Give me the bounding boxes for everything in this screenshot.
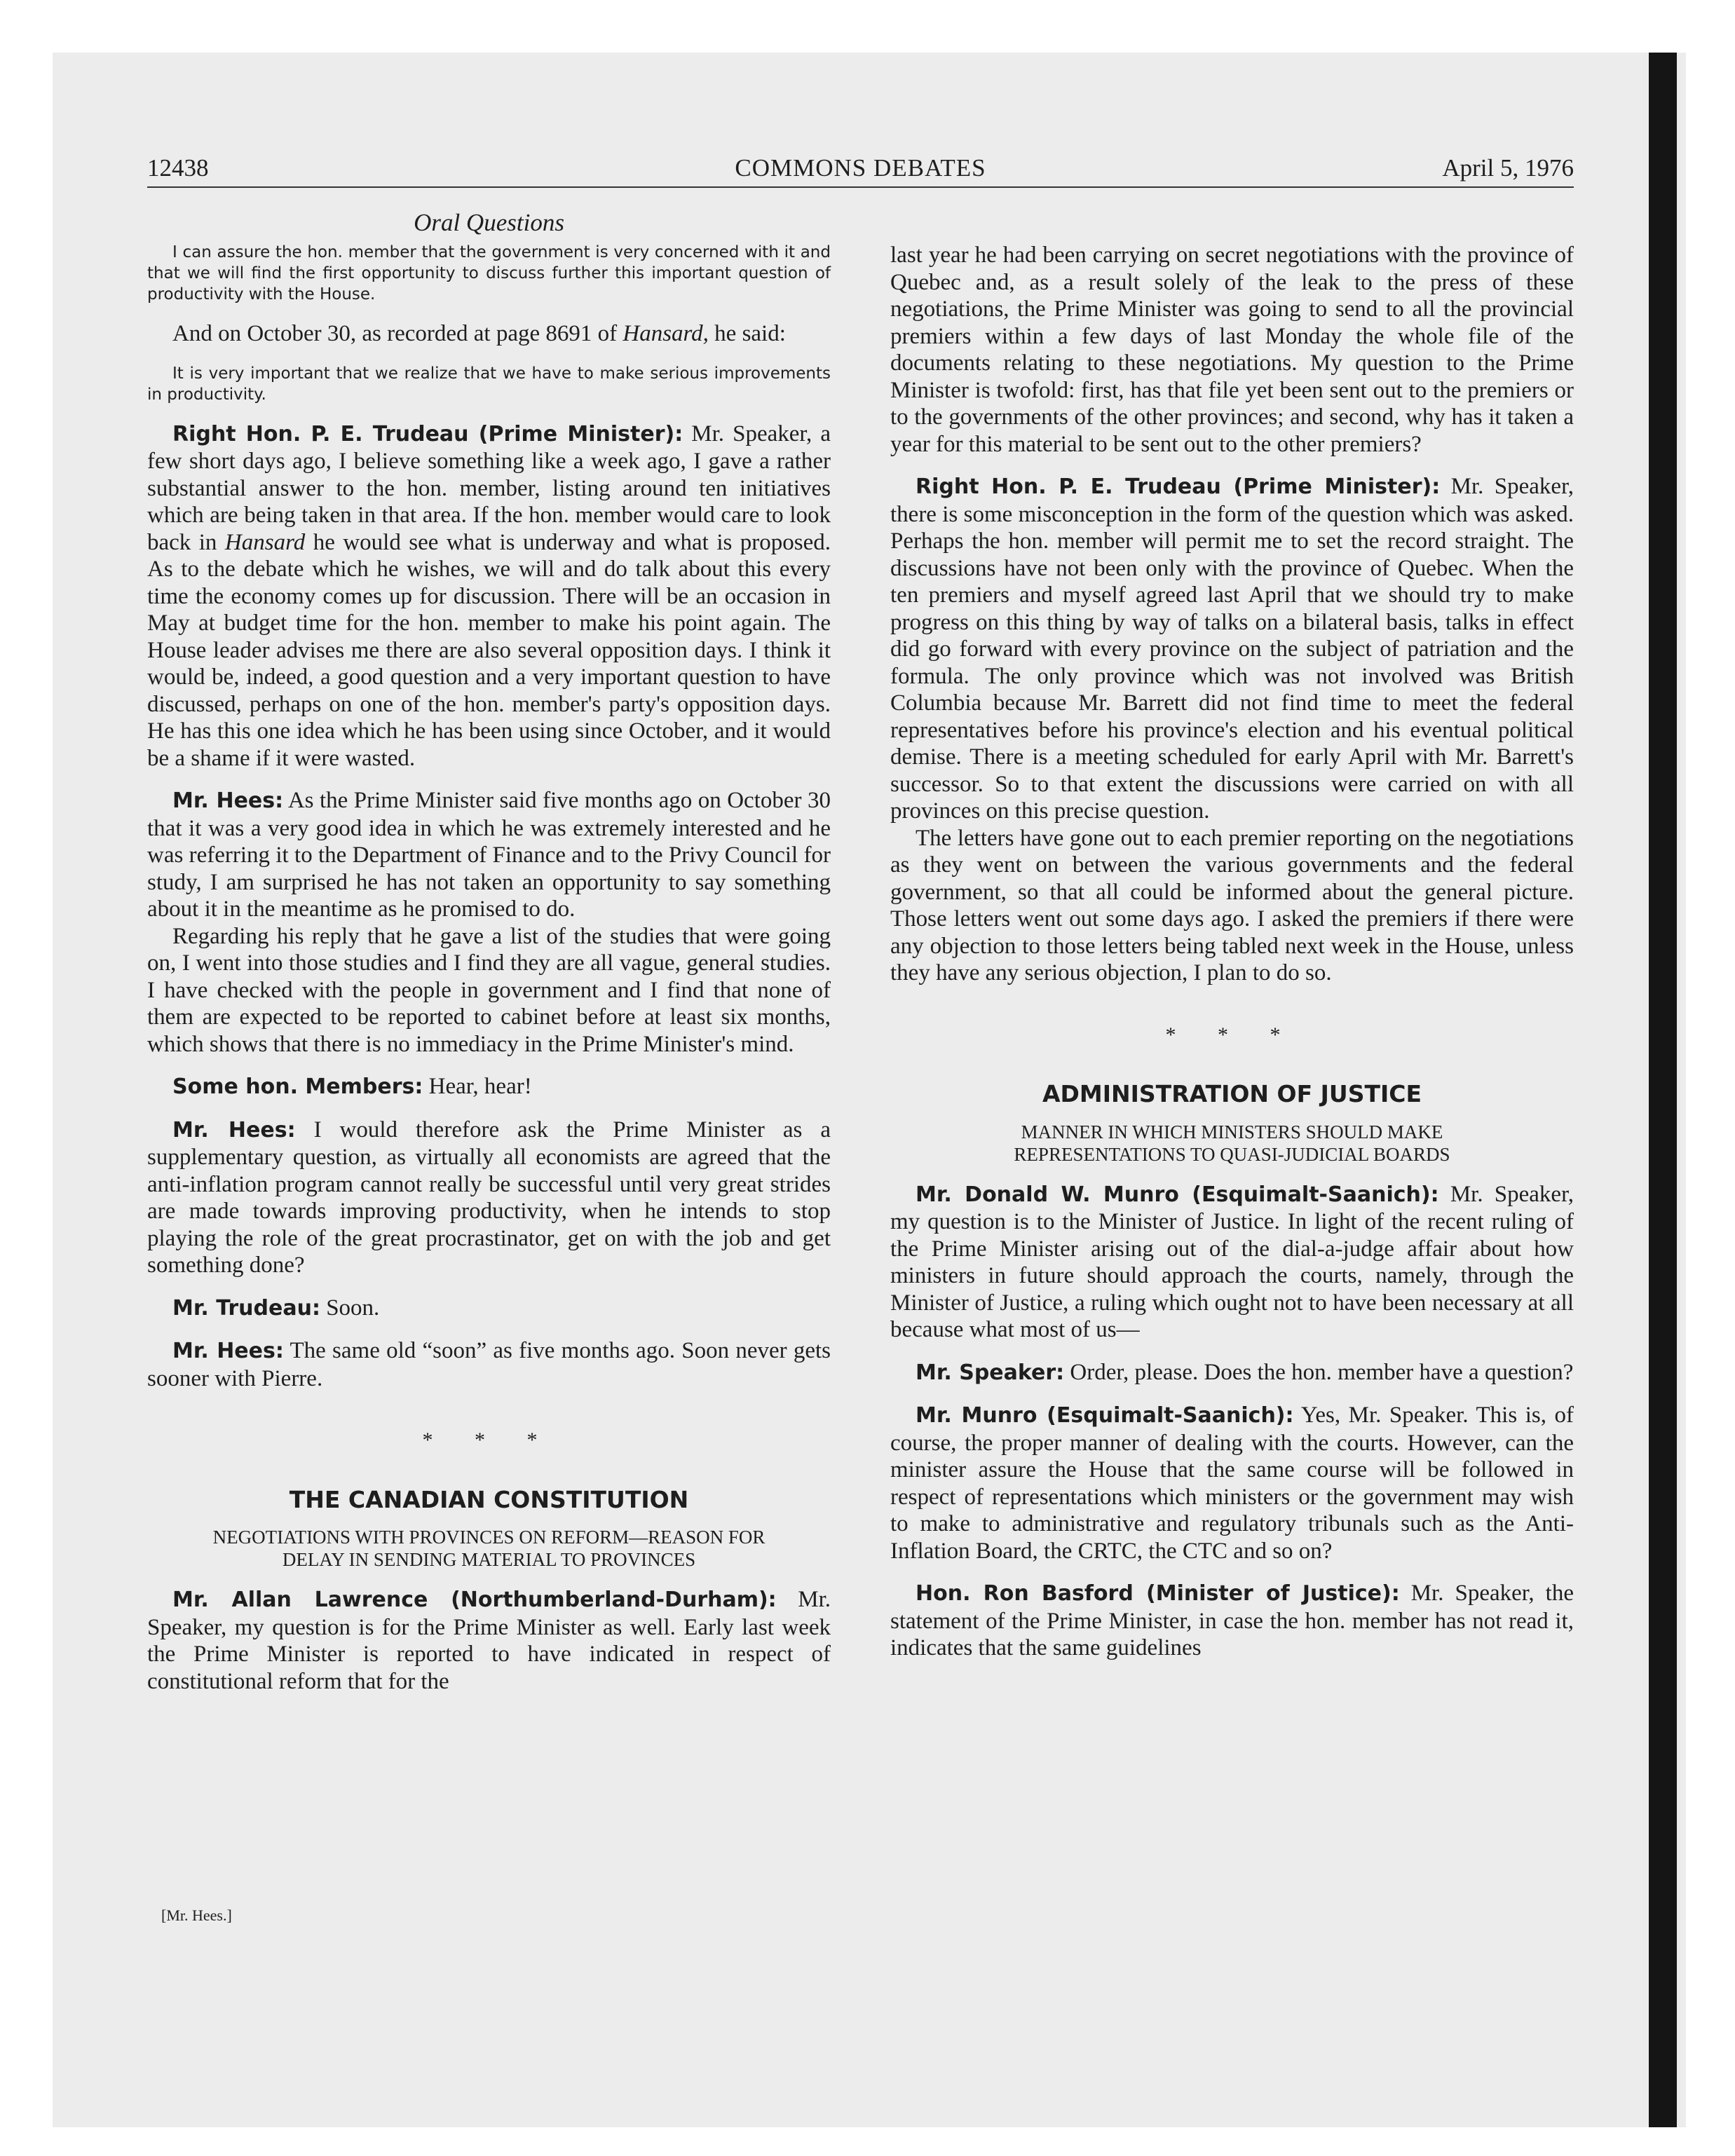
section-heading: THE CANADIAN CONSTITUTION [289, 1485, 689, 1513]
speech: Mr. Hees: As the Prime Minister said five months ago on October 30 that it was a very good idea in which he was extremely interested and he was referring it to the Department of Finance and to the Privy Council for study, I am surprised he has not taken an opportunity to say something about it in the meantime as he promised to do. [147, 788, 831, 922]
paragraph: Regarding his reply that he gave a list of the studies that were going on, I went into those studies and I find they are all vague, general studies. I have checked with the people in government and I find that none of them are expected to be reported to cabinet before at least six months, which shows that there is no immediacy in the Prime Minister's mind. [147, 923, 831, 1057]
paragraph: last year he had been carrying on secret negotiations with the province of Quebec and, as a result solely of the leak to the press of these negotiations, the Prime Minister was going to send to all the provincial premiers within a few days of last Monday the whole file of the documents relating to these negotiations. My question to the Prime Minister is twofold: first, has that file yet been sent out to the premiers or to the governments of the other provinces; and second, why has it taken a year for this material to be sent out to the other premiers? [890, 243, 1574, 457]
quotation: I can assure the hon. member that the government is very concerned with it and that we will find the first opportunity to discuss further this important question of productivity with the House. [147, 243, 831, 303]
speaker-name: Mr. Hees: [172, 1339, 284, 1363]
left-column [147, 242, 831, 1695]
quotation: It is very important that we realize that we have to make serious improvements in productivity. [147, 364, 831, 404]
speaker-name: Right Hon. P. E. Trudeau (Prime Minister): [916, 475, 1441, 499]
section-heading: ADMINISTRATION OF JUSTICE [1042, 1080, 1422, 1107]
speech: Mr. Hees: The same old “soon” as five months ago. Soon never gets sooner with Pierre. [147, 1338, 831, 1391]
section-separator: * * * [422, 1428, 556, 1452]
section-separator: * * * [1165, 1023, 1299, 1046]
speech: Right Hon. P. E. Trudeau (Prime Minister): Mr. Speaker, there is some misconception in the form of the question which was asked. Perhaps the hon. member will permit me to set the record straight. The discussions have not been only with the province of Quebec. When the ten premiers and myself agreed last April that we should try to make progress on this thing by way of talks on a bilateral basis, talks in effect did go forward with every province on the subject of patriation and the formula. The only province which was not involved was British Columbia because Mr. Barrett did not find time to meet the federal representatives before his province's election and his eventual political demise. There is a meeting scheduled for early April with Mr. Barrett's successor. So to that extent the discussions were carried on with all provinces on this precise question. [890, 474, 1574, 824]
speech: Mr. Speaker: Order, please. Does the hon. member have a question? [916, 1359, 1574, 1385]
publication-title: COMMONS DEBATES [735, 154, 986, 182]
speech: Some hon. Members: Hear, hear! [172, 1074, 532, 1099]
speaker-name: Mr. Donald W. Munro (Esquimalt-Saanich): [916, 1182, 1439, 1207]
page-footnote: [Mr. Hees.] [161, 1906, 232, 1924]
issue-date: April 5, 1976 [1442, 154, 1574, 182]
speech: Mr. Hees: I would therefore ask the Prime Minister as a supplementary question, as virtually all economists are agreed that the anti-inflation program cannot really be successful until very great strides are made towards improving productivity, when he intends to stop playing the role of the great procrastinator, get on with the job and get something done? [147, 1117, 831, 1278]
speaker-name: Mr. Trudeau: [172, 1295, 320, 1321]
speech: Hon. Ron Basford (Minister of Justice): Mr. Speaker, the statement of the Prime Minister, in case the hon. member has not read it, indicates that the same guidelines [890, 1581, 1574, 1660]
speaker-name: Mr. Hees: [172, 1117, 296, 1142]
speech: Mr. Trudeau: Soon. [172, 1295, 380, 1321]
right-column [890, 242, 1574, 1662]
section-subheading: MANNER IN WHICH MINISTERS SHOULD MAKE REPRESENTATIONS TO QUASI-JUDICIAL BOARDS [1014, 1121, 1450, 1165]
paragraph: The letters have gone out to each premier reporting on the negotiations as they went on between the various governments and the federal government, so that all could be informed about the general picture. Those letters went out some days ago. I asked the premiers if there were any objection to those letters being tabled next week in the House, unless they have any serious objection, I plan to do so. [890, 825, 1574, 985]
section-subhead: Oral Questions [414, 209, 564, 236]
speaker-name: Right Hon. P. E. Trudeau (Prime Minister): [172, 421, 683, 446]
running-header [147, 154, 1574, 188]
speech: Mr. Allan Lawrence (Northumberland-Durham): Mr. Speaker, my question is for the Prime Minister as well. Early last week the Prime Minister is reported to have indicated in respect of constitutional reform that for the [147, 1587, 831, 1694]
speaker-name: Mr. Allan Lawrence (Northumberland-Durham): [172, 1588, 777, 1612]
speaker-name: Hon. Ron Basford (Minister of Justice): [916, 1581, 1400, 1606]
speaker-name: Mr. Hees: [172, 789, 284, 813]
section-subheading: NEGOTIATIONS WITH PROVINCES ON REFORM—REASON FOR DELAY IN SENDING MATERIAL TO PROVINCES [212, 1527, 766, 1570]
speaker-name: Mr. Munro (Esquimalt-Saanich): [916, 1403, 1294, 1428]
speech: Mr. Donald W. Munro (Esquimalt-Saanich): Mr. Speaker, my question is to the Minister of Justice. In light of the recent ruling of the Prime Minister arising out of the dial-a-judge affair about how ministers in future should approach the courts, namely, through the Minister of Justice, a ruling which ought not to have been necessary at all because what most of us— [890, 1181, 1574, 1342]
speaker-name: Some hon. Members: [172, 1074, 423, 1099]
page-number: 12438 [147, 154, 209, 182]
speech: Mr. Munro (Esquimalt-Saanich): Yes, Mr. Speaker. This is, of course, the proper manner of dealing with the courts. However, can the minister assure the House that the same course will be followed in respect of representations which ministers or the government may wish to make to administrative and regulatory tribunals such as the Anti-Inflation Board, the CRTC, the CTC and so on? [890, 1403, 1574, 1564]
speaker-name: Mr. Speaker: [916, 1360, 1065, 1385]
scan-edge-shadow [1649, 53, 1677, 2127]
paragraph: And on October 30, as recorded at page 8691 of Hansard, he said: [172, 321, 786, 346]
speech: Right Hon. P. E. Trudeau (Prime Minister): Mr. Speaker, a few short days ago, I believe something like a week ago, I gave a rather substantial answer to the hon. member, listing around ten initiatives which are being taken in that area. If the hon. member would care to look back in Hansard he would see what is underway and what is proposed. As to the debate which he wishes, we will and do talk about this every time the economy comes up for discussion. There will be an occasion in May at budget time for the hon. member to make his point again. The House leader advises me there are also several opposition days. I think it would be, indeed, a good question and a very important question to have discussed, perhaps on one of the hon. member's party's opposition days. He has this one idea which he has been using since October, and it would be a shame if it were wasted. [147, 421, 831, 771]
debate-page [147, 154, 1574, 2047]
